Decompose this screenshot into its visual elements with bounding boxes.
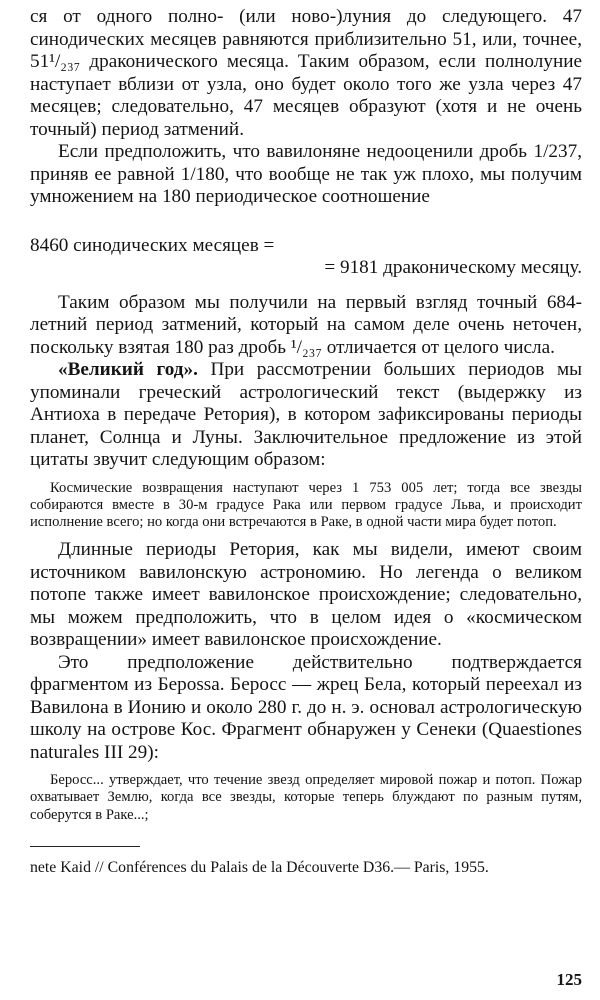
paragraph-4 xyxy=(30,359,582,472)
paragraph-1: ся от одного полно- (или ново-)луния до следующего. 47 синодических месяцев равняются приблизительно 51, или, точнее, 51¹/₂₃₇ драконического месяца. Таким образом, если полнолуние наступает вблизи от узла, оно будет около того же узла через 47 месяцев; следовательно, 47 месяцев образуют (хотя и не очень точный) период затмений. xyxy=(30,6,582,140)
section-title: «Великий год». xyxy=(58,359,198,380)
page-number: 125 xyxy=(556,970,582,989)
footnote-rule xyxy=(30,846,140,847)
paragraph-5: Длинные периоды Ретория, как мы видели, имеют своим источником вавилонскую астрономию. Но легенда о великом потопе также имеет вавилонское происхождение; следовательно, мы можем предположить, что в целом идея о «космическом возвращении» имеет вавилонское происхождение. xyxy=(30,539,582,651)
paragraph-4-text: При рассмотрении больших периодов мы упоминали греческий астрологический текст (выдержку из Антиоха в передаче Ретория), в котором зафиксированы периоды планет, Солнца и Луны. Заключительное предложение из этой цитаты звучит следующим образом: xyxy=(30,359,582,470)
quotation-1: Космические возвращения наступают через 1 753 005 лет; тогда все звезды собираются вместе в 30-м градусе Рака или первом градусе Льва, и происходит исполнение всего; но когда они встречаются в Раке, в одной части мира будет потоп. xyxy=(30,479,582,530)
footnote: nete Kaid // Conférences du Palais de la Découverte D36.— Paris, 1955. xyxy=(30,858,489,876)
paragraph-2: Если предположить, что вавилоняне недооценили дробь 1/237, приняв ее равной 1/180, что вообще не так уж плохо, мы получим умножением на 180 периодическое соотношение xyxy=(30,141,582,207)
paragraph-6: Это предположение действительно подтверждается фрагментом из Берossа. Беросс — жрец Бела, который переехал из Вавилона в Ионию и около 280 г. до н. э. основал астрологическую школу на острове Кос. Фрагмент обнаружен у Сенеки (Quaestiones naturales III 29): xyxy=(30,651,582,763)
formula-line-1: 8460 синодических месяцев = xyxy=(30,234,275,256)
quotation-2: Беросс... утверждает, что течение звезд определяет мировой пожар и потоп. Пожар охватывает Землю, когда все звезды, которые теперь блуждают по разным путям, соберутся в Раке...; xyxy=(30,772,582,823)
paragraph-3: Таким образом мы получили на первый взгляд точный 684-летний период затмений, который на самом деле очень неточен, поскольку взятая 180 раз дробь ¹/₂₃₇ отличается от целого числа. xyxy=(30,291,582,358)
book-page xyxy=(30,6,582,877)
formula-line-2: = 9181 драконическому месяцу. xyxy=(324,257,582,278)
